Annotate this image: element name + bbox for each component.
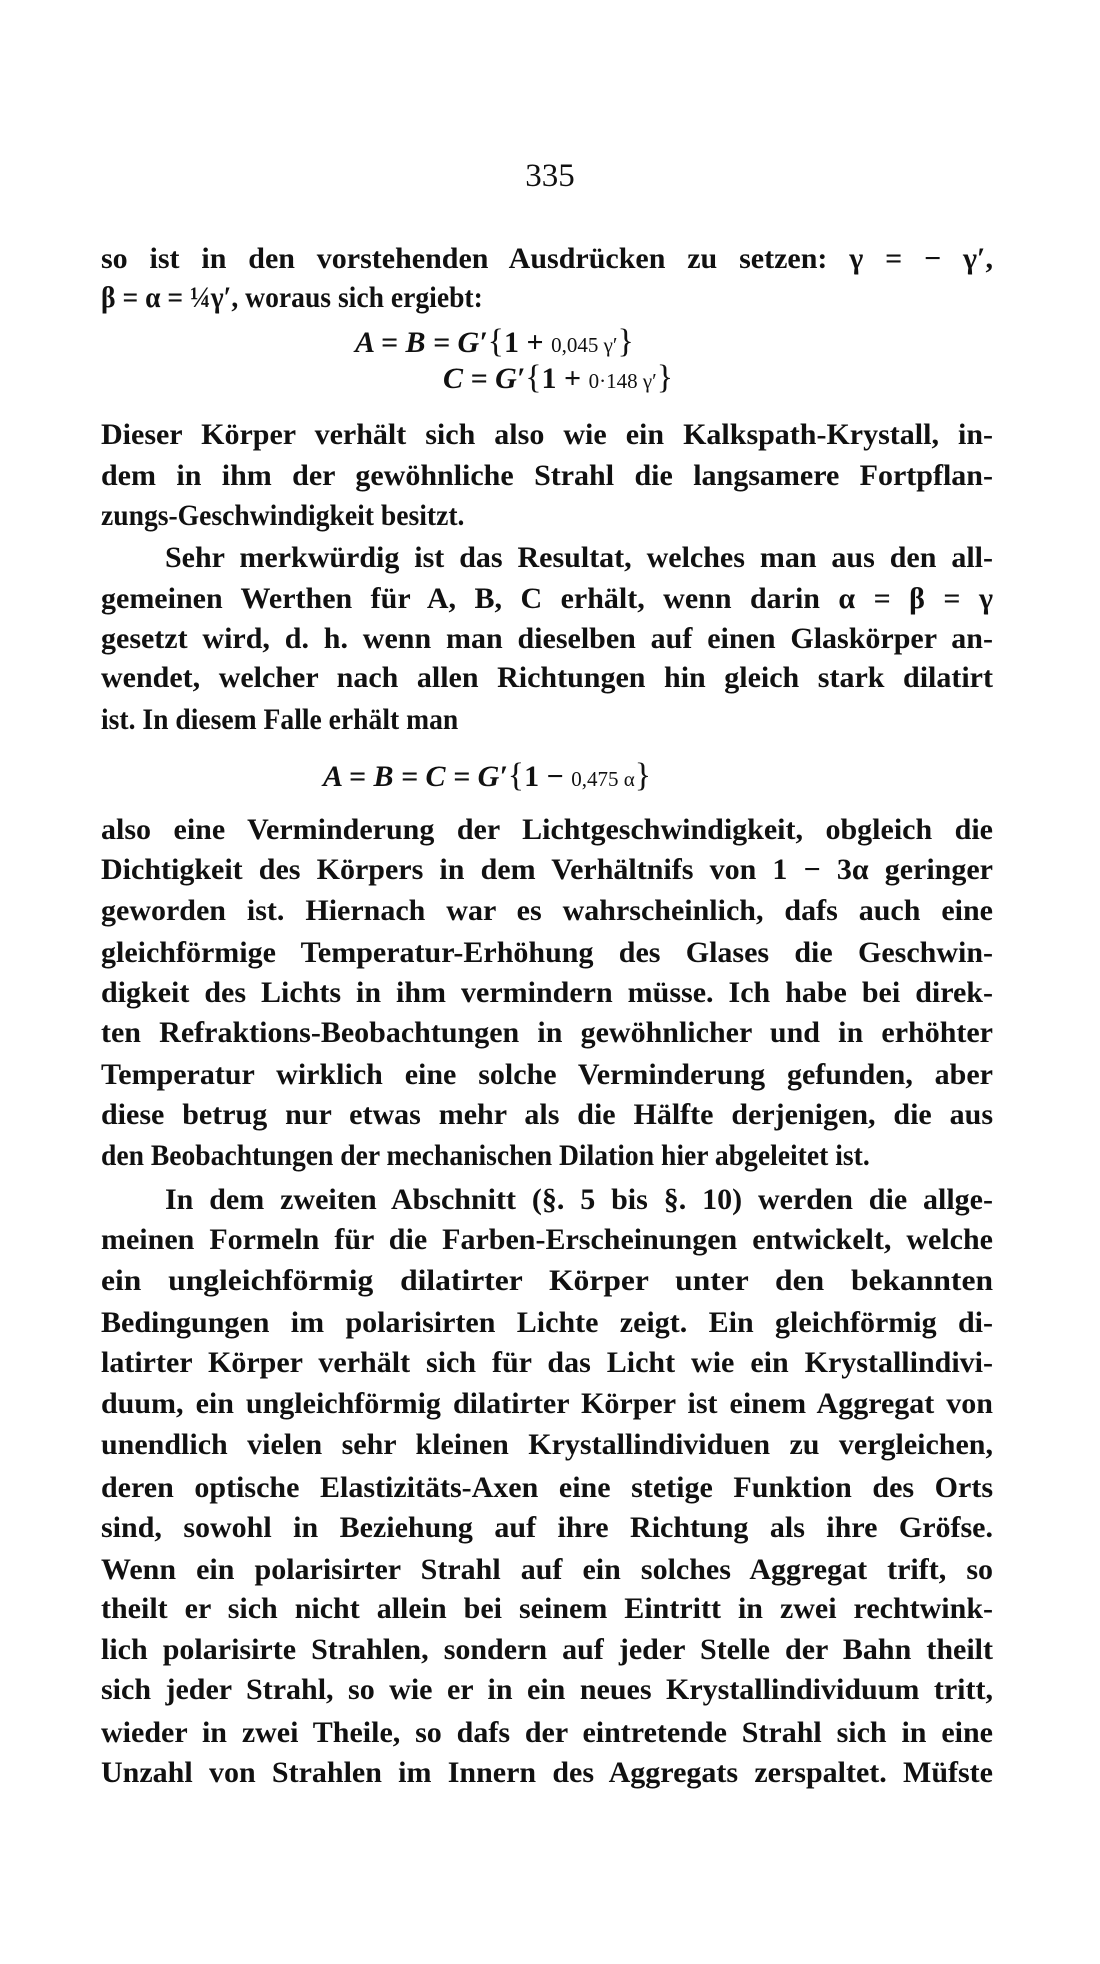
text-line [101,810,993,850]
text-line-content: Sehr merkwürdig ist das Resultat, welches man aus den all- [165,541,993,574]
text-line [101,239,993,279]
text-line-content: meinen Formeln für die Farben-Erscheinungen entwickelt, welche [101,1223,993,1256]
text-line-content: ein ungleichförmig dilatirter Körper unter den bekannten [101,1264,993,1297]
text-line-content: den Beobachtungen der mechanischen Dilation hier abgeleitet ist. [101,1139,870,1172]
text-line [101,700,993,740]
text-line-content: theilt er sich nicht allein bei seinem Eintritt in zwei rechtwink- [101,1592,993,1625]
formula-coefficient: 0,045 γ′ [551,333,618,357]
formula-one: 1 − [524,760,572,793]
text-line [101,973,993,1013]
text-line [101,1630,993,1670]
text-line-content: Wenn ein polarisirter Strahl auf ein solches Aggregat trift, so [101,1553,993,1586]
text-line [101,619,993,659]
text-line [101,1303,993,1343]
text-line-content: diese betrug nur etwas mehr als die Hälfte derjenigen, die aus [101,1098,993,1131]
text-line-content: wieder in zwei Theile, so dafs der eintretende Strahl sich in eine [101,1716,993,1749]
text-line-content: unendlich vielen sehr kleinen Krystallindividuen zu vergleichen, [101,1428,993,1461]
text-line [101,891,993,931]
text-line [165,538,993,578]
formula-coefficient: 0·148 γ′ [588,369,657,393]
text-line-content: gleichförmige Temperatur-Erhöhung des Glases die Geschwin- [101,936,993,969]
text-line [101,1670,993,1710]
formula-one: 1 + [541,362,589,395]
text-line-content: ten Refraktions-Beobachtungen in gewöhnlicher und in erhöhter [101,1016,993,1049]
text-line-content: Temperatur wirklich eine solche Verminderung gefunden, aber [101,1058,993,1091]
formula-one: 1 + [503,326,552,359]
text-line [101,1753,993,1793]
formula-c [443,358,673,401]
text-line-content: digkeit des Lichts in ihm vermindern müsse. Ich habe bei direk- [101,976,993,1009]
text-line [101,1013,993,1053]
text-line [101,496,993,536]
formula-lhs: C = G′ [443,362,526,395]
text-line-content: In dem zweiten Abschnitt (§. 5 bis §. 10) werden die allge- [165,1183,993,1216]
text-line [101,850,993,890]
text-line [101,1425,993,1465]
text-line-content: also eine Verminderung der Lichtgeschwindigkeit, obgleich die [101,813,993,846]
text-line-content: Dichtigkeit des Körpers in dem Verhältnifs von 1 − 3α geringer [101,853,993,886]
text-line [101,1220,993,1260]
text-line-content: Bedingungen im polarisirten Lichte zeigt. Ein gleichförmig di- [101,1306,993,1339]
page-number: 335 [525,158,575,194]
text-line-content: gemeinen Werthen für A, B, C erhält, wenn darin α = β = γ [101,582,993,615]
brace-close: } [634,757,652,794]
text-line [101,579,993,619]
text-line [101,1095,993,1135]
text-line-content: zungs-Geschwindigkeit besitzt. [101,499,465,532]
text-line-content: sich jeder Strahl, so wie er in ein neues Krystallindividuum tritt, [101,1673,993,1706]
text-line [101,1343,993,1383]
text-line-content: deren optische Elastizitäts-Axen eine stetige Funktion des Orts [101,1471,993,1504]
text-line [101,456,993,496]
formula-lhs: A = B = G′ [355,326,488,359]
brace-close: } [656,359,674,396]
text-line-content: lich polarisirte Strahlen, sondern auf jeder Stelle der Bahn theilt [101,1633,993,1666]
text-line-content: ist. In diesem Falle erhält man [101,703,459,736]
text-line [101,1384,993,1424]
text-line [101,278,993,318]
formula-coefficient: 0,475 α [571,767,635,791]
text-line-content: duum, ein ungleichförmig dilatirter Körper ist einem Aggregat von [101,1387,993,1420]
text-line-content: geworden ist. Hiernach war es wahrscheinlich, dafs auch eine [101,894,993,927]
text-line-content: latirter Körper verhält sich für das Licht wie ein Krystallindivi- [101,1346,993,1379]
text-line [101,1261,993,1301]
text-line [101,415,993,455]
brace-open: { [525,359,542,396]
text-line-content: dem in ihm der gewöhnliche Strahl die langsamere Fortpflan- [101,459,993,492]
brace-close: } [617,323,634,360]
text-line-content: β = α = ¼γ′, woraus sich ergiebt: [101,281,483,314]
text-line [101,933,993,973]
formula-a-b-c [323,756,651,799]
text-line [101,1055,993,1095]
text-line [101,1550,993,1590]
text-line-content: so ist in den vorstehenden Ausdrücken zu setzen: γ = − γ′, [101,242,993,275]
text-line-content: sind, sowohl in Beziehung auf ihre Richtung als ihre Gröfse. [101,1511,993,1544]
text-line [101,658,993,698]
brace-open: { [507,757,525,794]
brace-open: { [487,323,504,360]
text-line [101,1589,993,1629]
text-line-content: Unzahl von Strahlen im Innern des Aggregats zerspaltet. Müfste [101,1756,993,1789]
formula-lhs: A = B = C = G′ [323,760,508,793]
text-line [101,1136,993,1176]
text-line [101,1508,993,1548]
text-line [165,1180,993,1220]
text-line-content: wendet, welcher nach allen Richtungen hin gleich stark dilatirt [101,661,993,694]
text-line-content: Dieser Körper verhält sich also wie ein Kalkspath-Krystall, in- [101,418,993,451]
text-line [101,1713,993,1753]
text-line-content: gesetzt wird, d. h. wenn man dieselben auf einen Glaskörper an- [101,622,993,655]
text-line [101,1468,993,1508]
